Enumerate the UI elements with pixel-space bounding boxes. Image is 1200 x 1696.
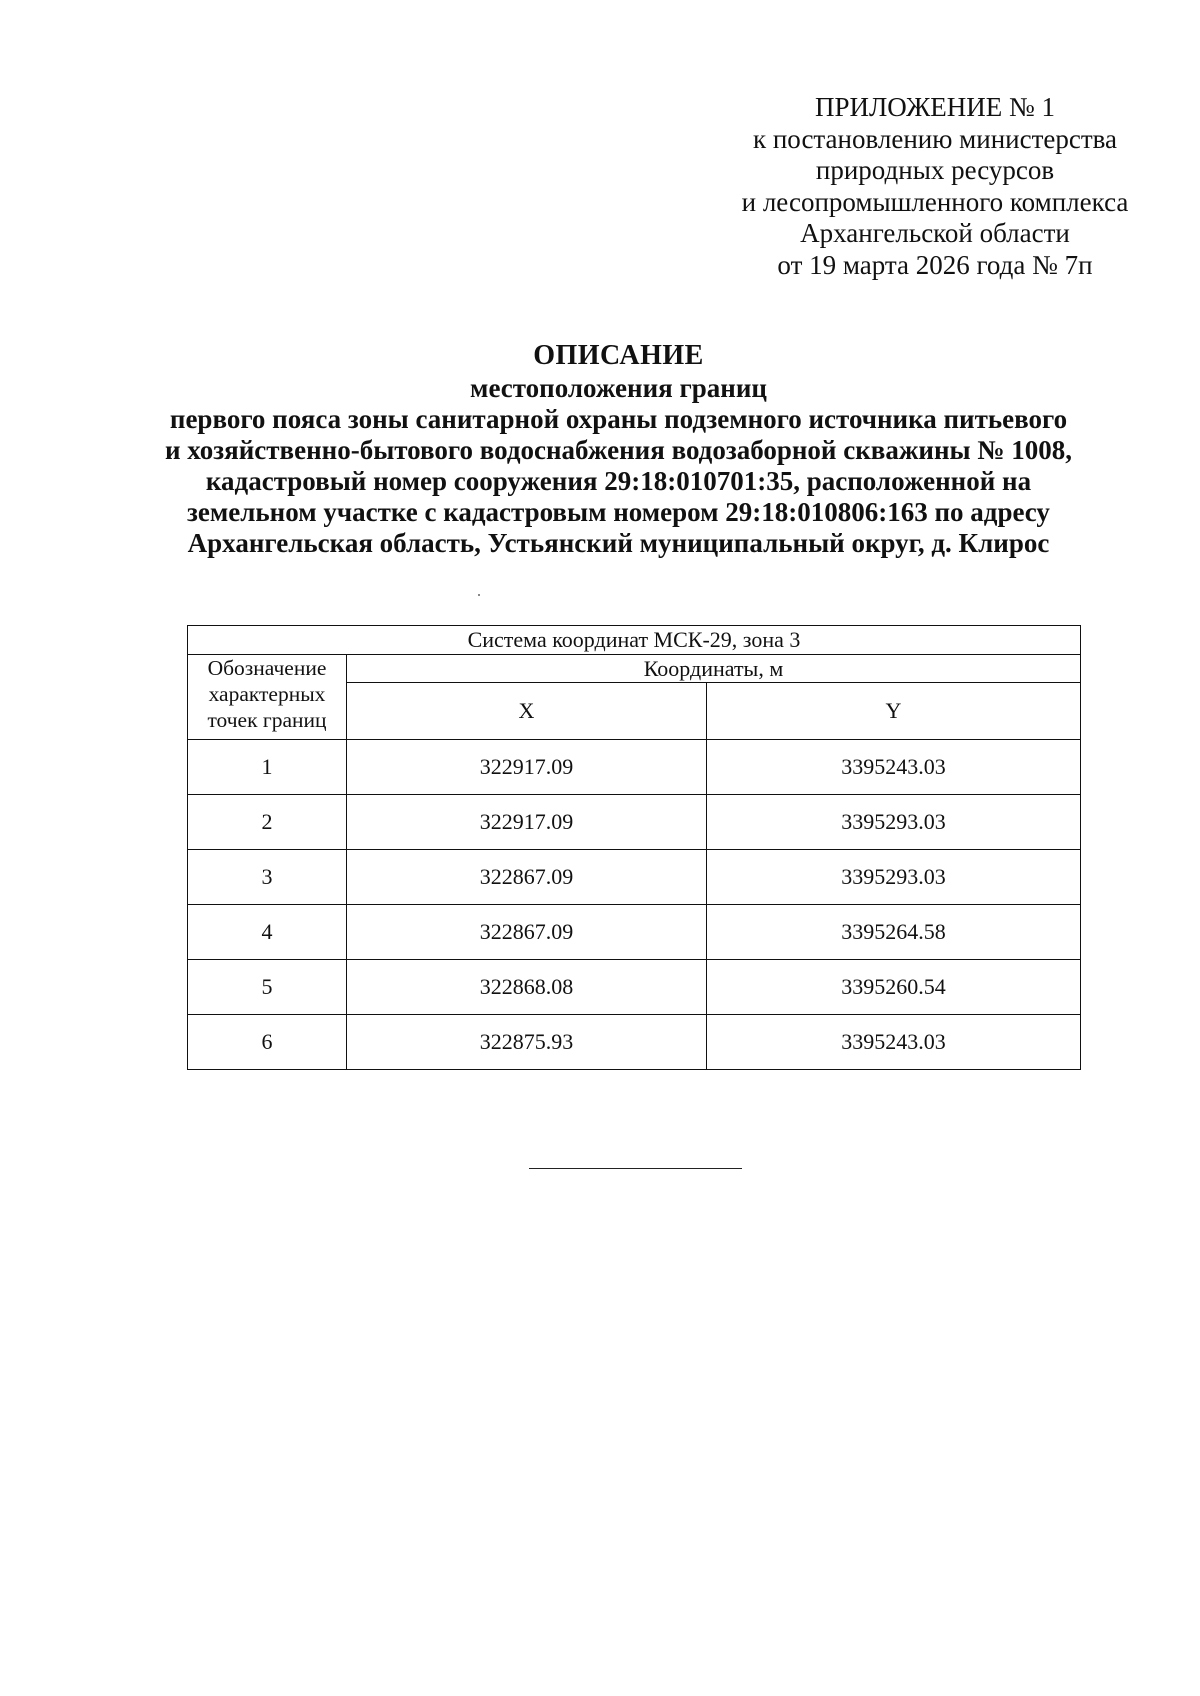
- x-header: X: [347, 683, 707, 740]
- designation-header: [188, 655, 347, 740]
- title-line: и хозяйственно-бытового водоснабжения водозаборной скважины № 1008,: [164, 435, 1072, 465]
- point-number: 1: [188, 740, 347, 795]
- designation-header-line: характерных: [208, 682, 326, 706]
- point-number: 6: [188, 1015, 347, 1070]
- table-row: [188, 740, 1081, 795]
- title-main: ОПИСАНИЕ: [533, 340, 704, 371]
- table-header-row: [188, 626, 1081, 655]
- table-row: [188, 960, 1081, 1015]
- coordinate-system-header: Система координат МСК-29, зона 3: [188, 626, 1081, 655]
- coordinates-table: [187, 625, 1081, 1070]
- x-value: 322867.09: [347, 850, 707, 905]
- table-header-row: [188, 655, 1081, 683]
- y-header: Y: [707, 683, 1081, 740]
- designation-header-line: точек границ: [207, 708, 327, 732]
- appendix-line: к постановлению министерства: [752, 123, 1118, 154]
- y-value: 3395293.03: [707, 795, 1081, 850]
- point-number: 5: [188, 960, 347, 1015]
- title-line: первого пояса зоны санитарной охраны подземного источника питьевого: [169, 404, 1068, 434]
- y-value: 3395243.03: [707, 1015, 1081, 1070]
- appendix-date: от 19 марта 2026 года № 7п: [777, 249, 1093, 280]
- x-value: 322868.08: [347, 960, 707, 1015]
- y-value: 3395293.03: [707, 850, 1081, 905]
- table-row: [188, 795, 1081, 850]
- table-row: [188, 905, 1081, 960]
- y-value: 3395264.58: [707, 905, 1081, 960]
- document-title: [80, 339, 1157, 559]
- x-value: 322867.09: [347, 905, 707, 960]
- x-value: 322875.93: [347, 1015, 707, 1070]
- appendix-number: ПРИЛОЖЕНИЕ № 1: [814, 92, 1056, 122]
- appendix-line: природных ресурсов: [815, 155, 1055, 185]
- table-row: [188, 850, 1081, 905]
- point-number: 3: [188, 850, 347, 905]
- scan-dot: [478, 594, 480, 596]
- y-value: 3395243.03: [707, 740, 1081, 795]
- y-value: 3395260.54: [707, 960, 1081, 1015]
- title-line: земельном участке с кадастровым номером 29:18:010806:163 по адресу: [187, 497, 1050, 527]
- appendix-line: и лесопромышленного комплекса: [741, 186, 1129, 217]
- designation-header-line: Обозначение: [207, 656, 327, 680]
- point-number: 4: [188, 905, 347, 960]
- point-number: 2: [188, 795, 347, 850]
- title-line: местоположения границ: [470, 373, 767, 403]
- title-line: кадастровый номер сооружения 29:18:010701:35, расположенной на: [205, 466, 1032, 496]
- coordinates-header: Координаты, м: [347, 655, 1081, 683]
- closing-rule: [529, 1168, 742, 1169]
- appendix-header: [710, 92, 1160, 281]
- table-row: [188, 1015, 1081, 1070]
- title-line: Архангельская область, Устьянский муниципальный округ, д. Клирос: [187, 528, 1050, 558]
- x-value: 322917.09: [347, 795, 707, 850]
- x-value: 322917.09: [347, 740, 707, 795]
- appendix-line: Архангельской области: [800, 218, 1070, 248]
